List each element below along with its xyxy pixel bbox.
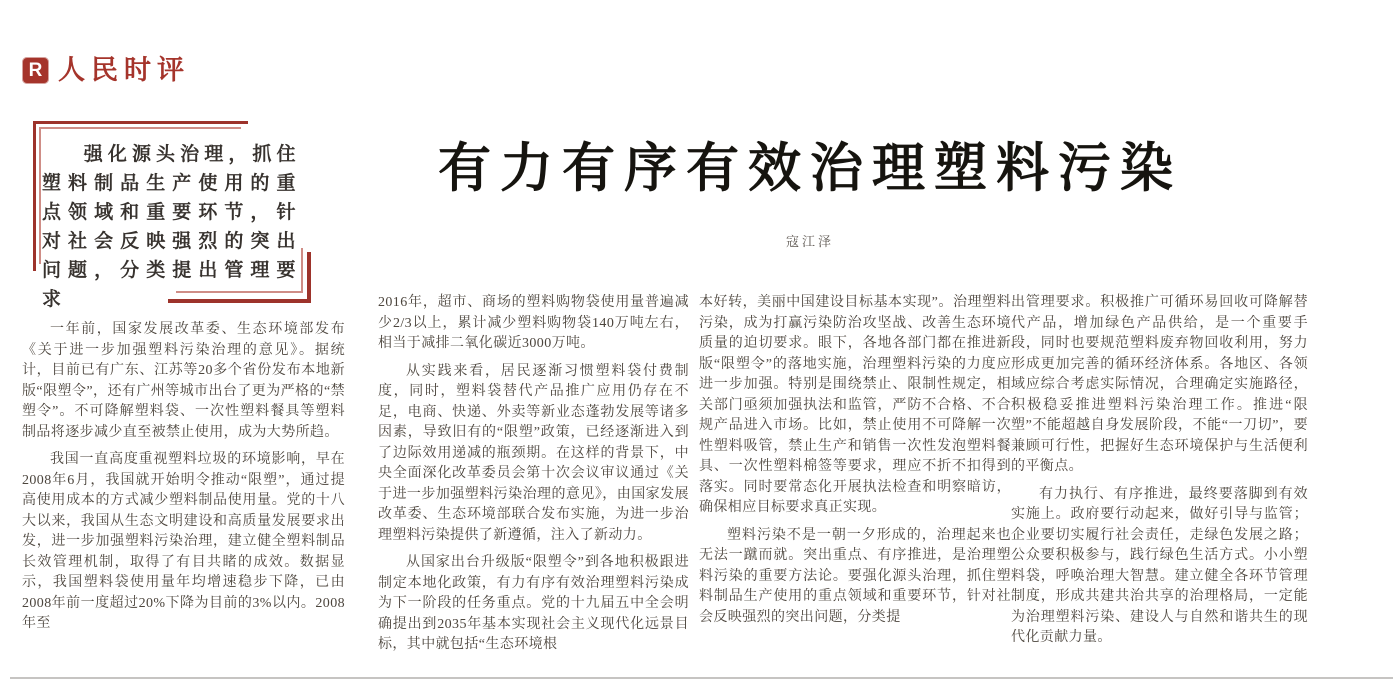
body-paragraph: 一年前，国家发展改革委、生态环境部发布《关于进一步加强塑料污染治理的意见》。据统计，目前已有广东、江苏等20多个省份发布本地新版“限塑令”，还有广州等城市出台了更为严格的“禁塑令”。不可降解塑料袋、一次性塑料餐具等塑料制品将逐步减少直至被禁止使用，成为大势所趋。	[22, 322, 345, 440]
text-column-1	[22, 320, 345, 635]
masthead	[22, 57, 190, 84]
body-paragraph-continuation: 出管理要求。积极推广可循环易回收可降解替代产品，增加绿色产品供给，是一个重要手段，同时也要规范塑料废弃物回收利用，努力形成更加完善的循环经济体系。各地区、各领域应综合考虑实际情况，合理确定实施路径，积极稳妥推进塑料污染治理工作。推进“限塑”不能超越自身发展阶段，不能“一刀切”，要兼顾可行性，把握好生态环境保护与生活便利的平衡点。	[1011, 295, 1308, 474]
body-paragraph: 有力执行、有序推进，最终要落脚到有效实施上。政府要行动起来，做好引导与监管；企业要切实履行社会责任，走绿色发展之路；公众要积极参与，践行绿色生活方式。小小塑料袋，呼唤治理大智慧。建立健全各环节管理制度，形成共建共治共享的治理格局，一定能为治理塑料污染、建设人与自然和谐共生的现代化贡献力量。	[1011, 486, 1308, 645]
article-byline: 寇江泽	[785, 234, 834, 249]
text-column-4	[1011, 293, 1308, 649]
body-paragraph: 我国一直高度重视塑料垃圾的环境影响，早在2008年6月，我国就开始明令推动“限塑”，通过提高使用成本的方式减少塑料制品使用量。党的十八大以来，我国从生态文明建设和高质量发展要求出发，进一步加强塑料污染治理，建立健全塑料制品长效管理机制，取得了有目共睹的成效。数据显示，我国塑料袋使用量年均增速稳步下降，已由2008年前一度超过20%下降为目前的3%以内。2008年至	[22, 452, 345, 631]
body-paragraph: 塑料污染不是一朝一夕形成的，治理起来也无法一蹴而就。突出重点、有序推进，是治理塑料污染的重要方法论。要强化源头治理，抓住塑料制品生产使用的重点领域和重要环节，针对社会反映强烈的突出问题，分类提	[699, 527, 1011, 625]
bottom-divider	[10, 677, 1393, 679]
pull-quote: 强化源头治理，抓住塑料制品生产使用的重点领域和重要环节，针对社会反映强烈的突出问题，分类提出管理要求	[42, 144, 300, 310]
text-column-3	[699, 293, 1011, 628]
body-paragraph-continuation: 2016年，超市、商场的塑料购物袋使用量普遍减少2/3以上，累计减少塑料购物袋140万吨左右，相当于减排二氧化碳近3000万吨。	[378, 295, 689, 351]
section-title: 人民时评	[58, 55, 190, 85]
text-column-2	[378, 293, 689, 656]
body-paragraph: 从国家出台升级版“限塑令”到各地积极跟进制定本地化政策，有力有序有效治理塑料污染成为下一阶段的任务重点。党的十九届五中全会明确提出到2035年基本实现社会主义现代化远景目标，其中就包括“生态环境根	[378, 555, 689, 652]
body-paragraph: 从实践来看，居民逐渐习惯塑料袋付费制度，同时，塑料袋替代产品推广应用仍存在不足，电商、快递、外卖等新业态蓬勃发展等诸多因素，导致旧有的“限塑”政策，已经逐渐进入到了边际效用递减的瓶颈期。在这样的背景下，中央全面深化改革委员会第十次会议审议通过《关于进一步加强塑料污染治理的意见》，由国家发展改革委、生态环境部联合发布实施，为进一步治理塑料污染提供了新遵循，注入了新动力。	[378, 363, 689, 543]
article-headline: 有力有序有效治理塑料污染	[438, 139, 1182, 198]
body-paragraph-continuation: 本好转，美丽中国建设目标基本实现”。治理塑料污染，成为打赢污染防治攻坚战、改善生态环境质量的迫切要求。眼下，各地各部门都在推进新版“限塑令”的落地实施，治理塑料污染的力度应进一步加强。特别是围绕禁止、限制性规定，相关部门亟须加强执法和监管，严防不合格、不合规产品进入市场。比如，禁止使用不可降解一次性塑料吸管，禁止生产和销售一次性发泡塑料餐具、一次性塑料棉签等要求，理应不折不扣得到落实。同时要常态化开展执法检查和明察暗访，确保相应目标要求真正实现。	[699, 295, 1011, 515]
peoples-daily-logo-icon: R	[22, 57, 49, 84]
